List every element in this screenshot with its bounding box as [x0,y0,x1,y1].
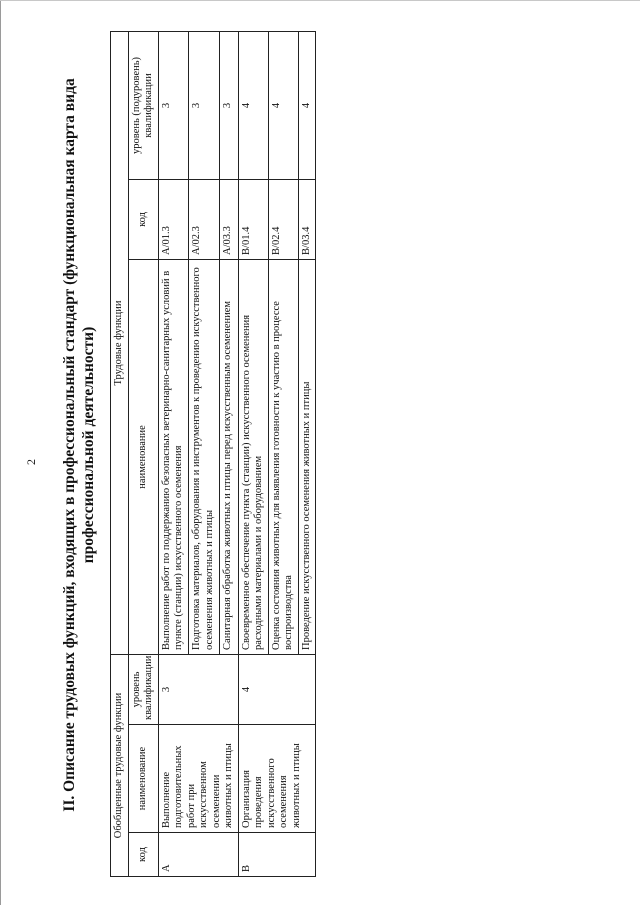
function-level-cell: 4 [298,31,316,179]
function-level-cell: 4 [268,31,298,179]
section-title-line-2: профессиональной деятельности) [80,326,97,564]
function-code-cell: A/01.3 [158,179,189,259]
gen-level-cell: 3 [158,654,238,724]
header-name: наименование [128,725,158,833]
function-level-cell: 4 [238,31,268,179]
function-level-cell: 3 [220,31,238,179]
header-labor-functions: Трудовые функции [111,31,129,654]
header-sublevel: уровень (подуровень) квалификации [128,31,158,179]
function-name-cell: Своевременное обеспечение пункта (станции) искусственного осеменения расходными материалами и оборудованием [238,259,268,654]
function-code-cell: B/02.4 [268,179,298,259]
function-name-cell: Подготовка материалов, оборудования и инструментов к проведению искусственного осеменения животных и птицы [189,259,220,654]
page-number: 2 [24,459,38,465]
table-row [158,31,189,876]
section-title-line-1: II. Описание трудовых функций, входящих в профессиональный стандарт (функциональная карта вида [61,78,78,812]
header-labor-name: наименование [128,259,158,654]
header-row-groups [111,31,129,876]
function-code-cell: B/03.4 [298,179,316,259]
function-name-cell: Санитарная обработка животных и птицы перед искусственным осеменением [220,259,238,654]
functional-map-table [110,31,316,877]
function-level-cell: 3 [189,31,220,179]
header-labor-code: код [128,179,158,259]
function-code-cell: B/01.4 [238,179,268,259]
section-title [60,55,98,835]
function-code-cell: A/02.3 [189,179,220,259]
function-name-cell: Проведение искусственного осеменения животных и птицы [298,259,316,654]
header-row-columns [128,31,158,876]
header-qualification-level: уровень квалификации [128,654,158,724]
header-generalized-functions: Обобщенные трудовые функции [111,654,129,876]
gen-name-cell: Выполнение подготовительных работ при искусственном осеменении животных и птицы [158,725,238,833]
function-name-cell: Оценка состояния животных для выявления готовности к участию в процессе воспроизводства [268,259,298,654]
header-code: код [128,833,158,877]
table-row [238,31,268,876]
gen-level-cell: 4 [238,654,316,724]
gen-name-cell: Организация проведения искусственного осеменения животных и птицы [238,725,316,833]
function-name-cell: Выполнение работ по поддержанию безопасных ветеринарно-санитарных условий в пункте (станции) искусственного осеменения [158,259,189,654]
gen-code-cell: B [238,833,316,877]
function-code-cell: A/03.3 [220,179,238,259]
gen-code-cell: A [158,833,238,877]
function-level-cell: 3 [158,31,189,179]
